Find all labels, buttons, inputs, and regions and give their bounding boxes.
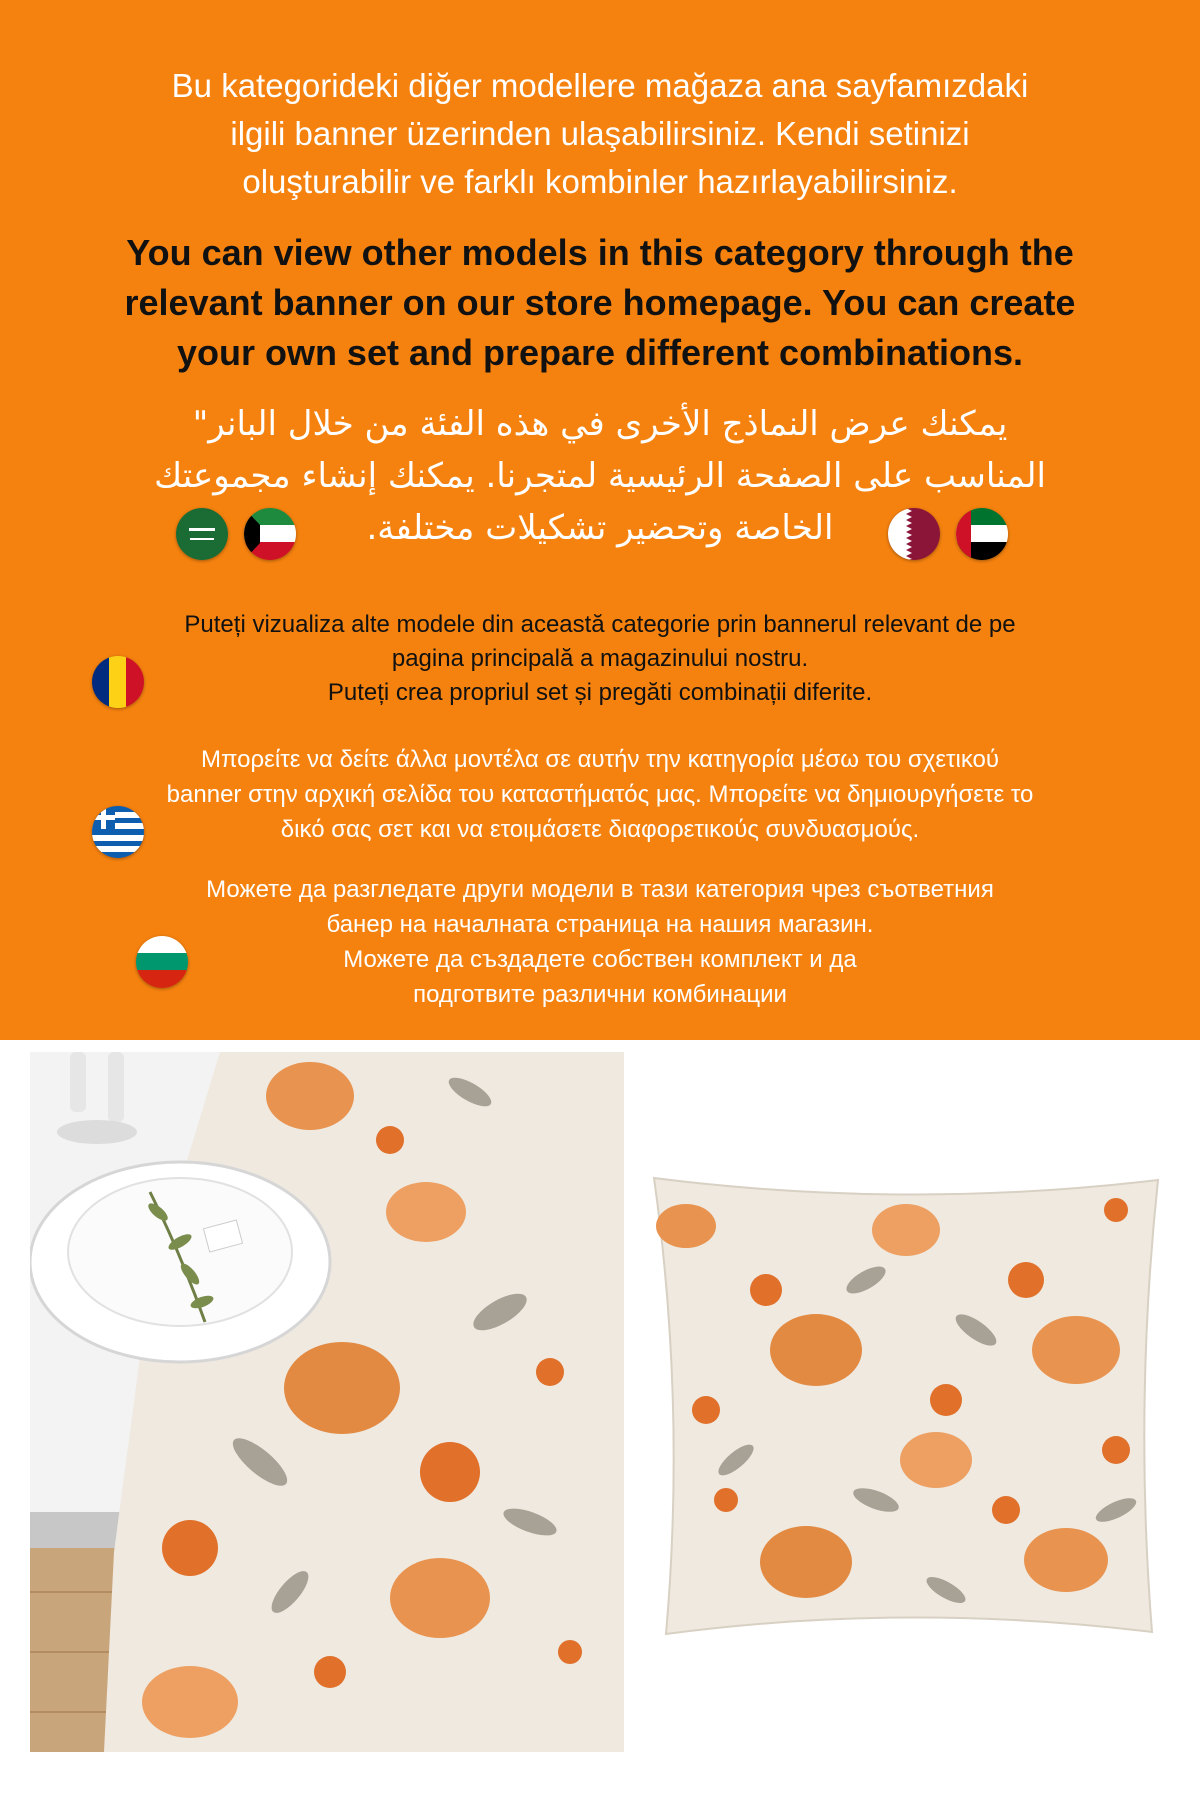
turkish-line: oluşturabilir ve farklı kombinler hazırlayabilirsiniz. (242, 163, 958, 200)
bulgarian-line: Можете да разгледате други модели в тази категория чрез съответния (206, 876, 994, 903)
bulgarian-message (0, 872, 1200, 1012)
romania-flag-icon (92, 656, 144, 708)
romanian-line: Puteți vizualiza alte modele din această categorie prin bannerul relevant de pe (184, 611, 1016, 638)
uae-flag-icon (956, 508, 1008, 560)
greek-line: δικό σας σετ και να ετοιμάσετε διαφορετικούς συνδυασμούς. (280, 816, 920, 843)
arabic-line: يمكنك عرض النماذج الأخرى في هذه الفئة من خلال البانر" (192, 404, 1008, 444)
arabic-line: الخاصة وتحضير تشكيلات مختلفة. (366, 508, 834, 548)
greek-line: banner στην αρχική σελίδα του καταστήματός μας. Μπορείτε να δημιουργήσετε το (166, 781, 1034, 808)
turkish-line: ilgili banner üzerinden ulaşabilirsiniz. Kendi setinizi (230, 115, 970, 152)
english-message (0, 228, 1200, 378)
kuwait-flag-icon (244, 508, 296, 560)
english-line: your own set and prepare different combinations. (176, 332, 1024, 373)
bulgarian-line: подготвите различни комбинации (413, 981, 787, 1008)
romanian-message (0, 608, 1200, 710)
qatar-flag-icon (888, 508, 940, 560)
english-line: You can view other models in this category through the (126, 232, 1074, 273)
greece-flag-icon (92, 806, 144, 858)
bulgarian-line: Можете да създадете собствен комплект и да (343, 946, 857, 973)
turkish-message (0, 62, 1200, 206)
cushion-photo (646, 1170, 1166, 1642)
romanian-line: pagina principală a magazinului nostru. (391, 645, 809, 672)
greek-line: Μπορείτε να δείτε άλλα μοντέλα σε αυτήν την κατηγορία μέσω του σχετικού (200, 746, 1000, 773)
saudi-arabia-flag-icon (176, 508, 228, 560)
arabic-line: المناسب على الصفحة الرئيسية لمتجرنا. يمكنك إنشاء مجموعتك (154, 456, 1046, 496)
greek-message (0, 742, 1200, 847)
english-line: relevant banner on our store homepage. You can create (124, 282, 1076, 323)
bulgaria-flag-icon (136, 936, 188, 988)
turkish-line: Bu kategorideki diğer modellere mağaza ana sayfamızdaki (171, 67, 1029, 104)
romanian-line: Puteți crea propriul set și pregăti combinații diferite. (327, 679, 873, 706)
table-runner-photo (30, 1052, 624, 1752)
bulgarian-line: банер на началната страница на нашия магазин. (326, 911, 874, 938)
